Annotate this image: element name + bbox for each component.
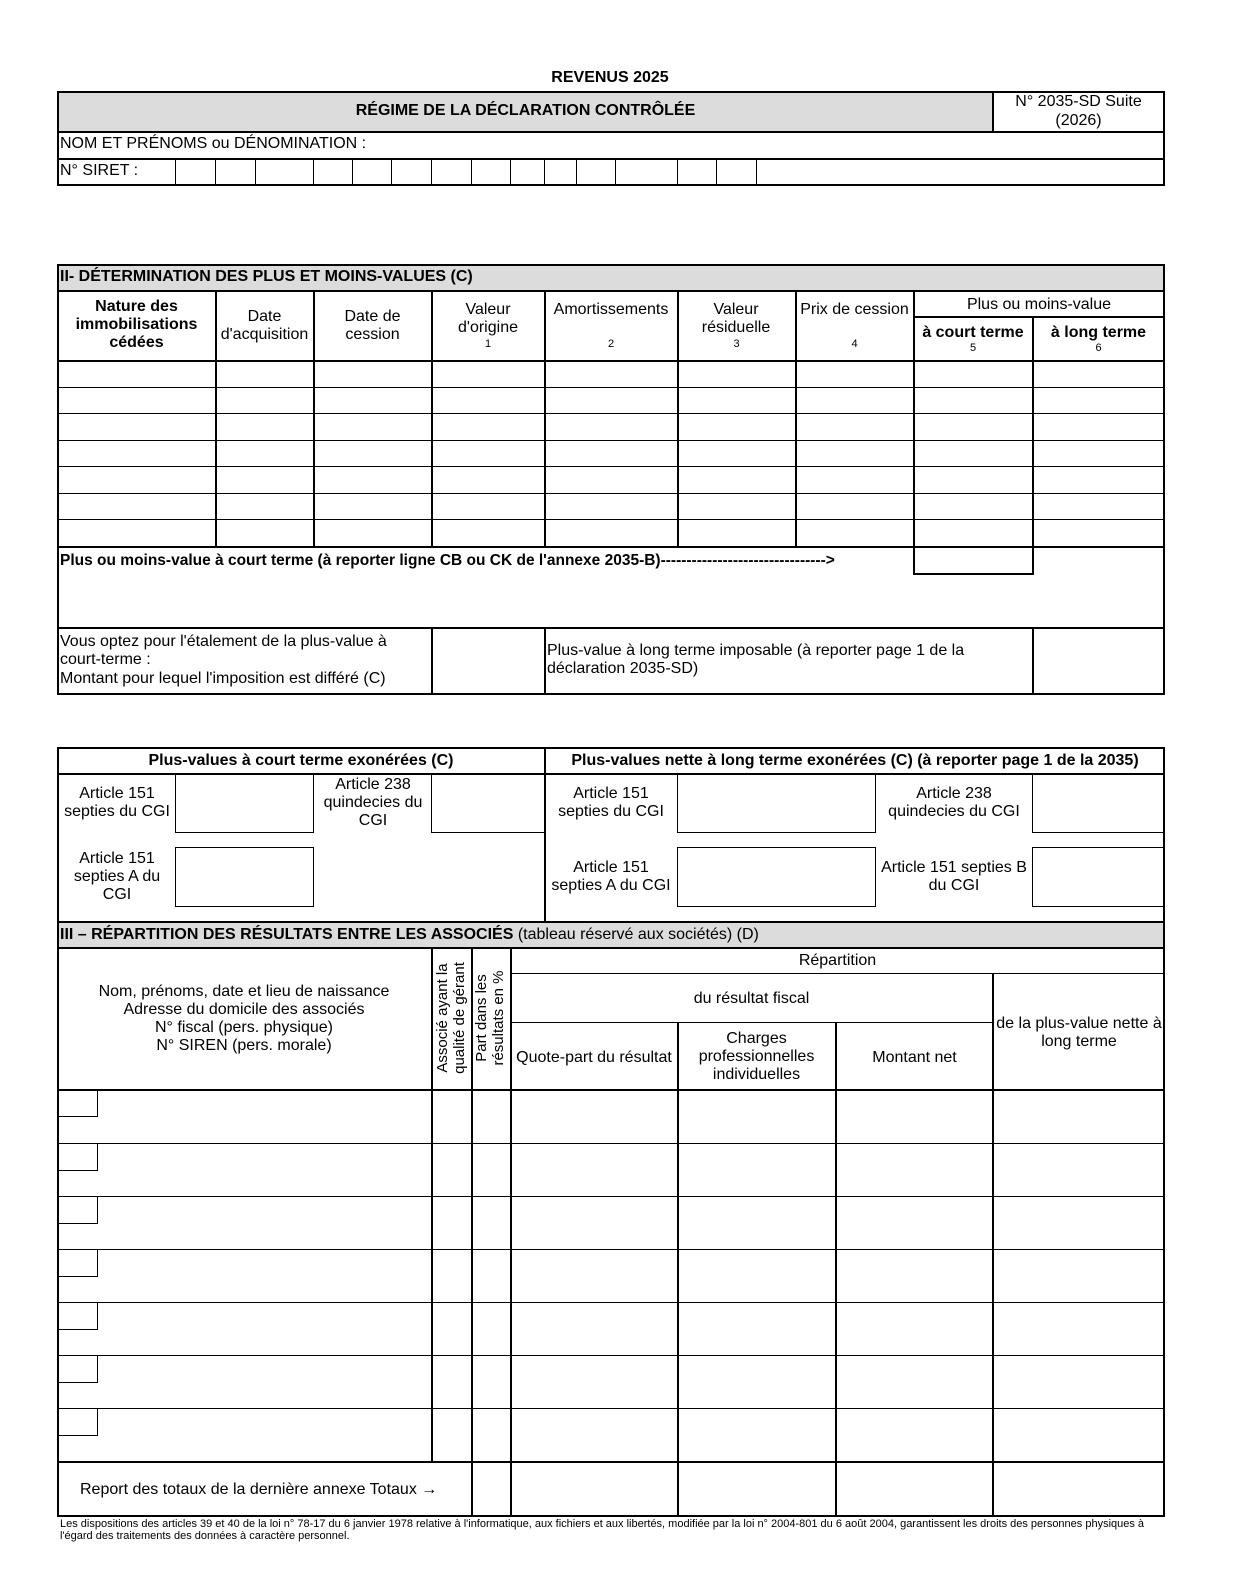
col-date-cess: Date de cession [344,308,401,343]
col-prix: Prix de cession [800,301,909,318]
col-court-num: 5 [969,342,977,354]
art238-long-label: Article 238 quindecies du CGI [888,785,1020,820]
col-charges: Charges professionnelles individuelles [698,1030,815,1083]
art238-court-label: Article 238 quindecies du CGI [323,776,423,829]
siret-row [57,158,1165,186]
col-valeur: Valeur d'origine [458,301,518,336]
art151-long-field[interactable] [677,774,876,833]
total-montant-net-field[interactable] [837,1463,991,1515]
section3-title-bold: III – RÉPARTITION DES RÉSULTATS ENTRE LES ASSOCIÉS [60,926,514,943]
siret-label: N° SIRET : [60,162,139,179]
section3-title-rest: (tableau réservé aux sociétés) (D) [513,926,759,943]
section3-title [60,926,759,944]
art151A-long-field[interactable] [677,847,876,907]
art151-long-label: Article 151 septies du CGI [558,785,664,820]
long-imposable-field[interactable] [1034,629,1163,693]
col-court: à court terme [922,324,1024,341]
exon-long-title: Plus-values nette à long terme exonérées (C) (à reporter page 1 de la 2035) [571,752,1139,769]
col-nature: Nature des immobilisations cédées [75,298,198,351]
col-date-acq: Date d'acquisition [220,308,309,343]
total-charges-field[interactable] [679,1463,834,1515]
art151B-long-label: Article 151 septies B du CGI [881,859,1027,894]
col-quote-part: Quote-part du résultat [516,1049,672,1066]
col-identity-2: Adresse du domicile des associés [123,1001,365,1018]
form-number: N° 2035-SD Suite [1015,93,1142,110]
etalement-text: Vous optez pour l'étalement de la plus-value à court-terme : [60,633,387,668]
form-year: (2026) [1055,112,1102,129]
col-long-num: 6 [1095,342,1102,354]
col-identity [59,983,429,1055]
col-gerant: Associé ayant la qualité de gérant [434,962,468,1074]
art151A-court-field[interactable] [175,847,314,907]
etalement-field[interactable] [433,629,543,693]
etalement-montant: Montant pour lequel l'imposition est différé (C) [60,670,386,687]
total-part-field[interactable] [473,1463,509,1515]
col-pmv: Plus ou moins-value [966,296,1112,313]
art151A-long-label: Article 151 septies A du CGI [551,859,671,894]
art238-long-field[interactable] [1032,774,1164,833]
total-quote-part-field[interactable] [512,1463,676,1515]
regime-title: RÉGIME DE LA DÉCLARATION CONTRÔLÉE [355,102,696,119]
col-long: à long terme [1050,324,1147,341]
art151B-long-field[interactable] [1032,847,1164,907]
col-resid-num: 3 [733,338,740,350]
art151-court-label: Article 151 septies du CGI [64,785,170,820]
col-plus-value: de la plus-value nette à long terme [996,1015,1162,1050]
col-montant-net: Montant net [872,1049,957,1066]
col-amort-num: 2 [607,338,615,350]
col-part: Part dans les résultats en % [473,970,507,1066]
col-identity-4: N° SIREN (pers. morale) [156,1037,332,1054]
col-valeur-num: 1 [484,338,492,350]
repartition-label: Répartition [798,952,877,969]
col-identity-1: Nom, prénoms, date et lieu de naissance [98,983,390,1000]
long-imposable-label: Plus-value à long terme imposable (à reporter page 1 de la déclaration 2035-SD) [547,642,965,677]
col-identity-3: N° fiscal (pers. physique) [154,1019,333,1036]
revenus-title: REVENUS 2025 [551,69,669,86]
exon-court-title: Plus-values à court terme exonérées (C) [148,752,454,769]
col-resid: Valeur résiduelle [701,301,771,336]
total-plus-value-field[interactable] [994,1463,1163,1515]
art151A-court-label: Article 151 septies A du CGI [73,850,161,903]
col-prix-num: 4 [851,338,858,350]
report-totaux-label: Report des totaux de la dernière annexe Totaux → [80,1481,438,1498]
section2-title: II- DÉTERMINATION DES PLUS ET MOINS-VALUES (C) [60,268,473,285]
col-amort: Amortissements [553,301,669,318]
art151-court-field[interactable] [175,774,314,833]
total-court-field[interactable] [913,546,1034,575]
name-label: NOM ET PRÉNOMS ou DÉNOMINATION : [60,135,367,152]
art238-court-field[interactable] [431,774,545,833]
resultat-fiscal-label: du résultat fiscal [693,990,810,1007]
legal-notice: Les dispositions des articles 39 et 40 de la loi n° 78-17 du 6 janvier 1978 relative à l'informatique, aux fichiers et aux libertés, modifiée par la loi n° 2004-801 du 6 août 2004, garantissent les droits des personnes physiques à l'égard des traitements des données à caractère personnel. [60,1518,1145,1542]
total-court-label: Plus ou moins-value à court terme (à reporter ligne CB ou CK de l'annexe 2035-B)--------------------------------> [60,552,835,569]
